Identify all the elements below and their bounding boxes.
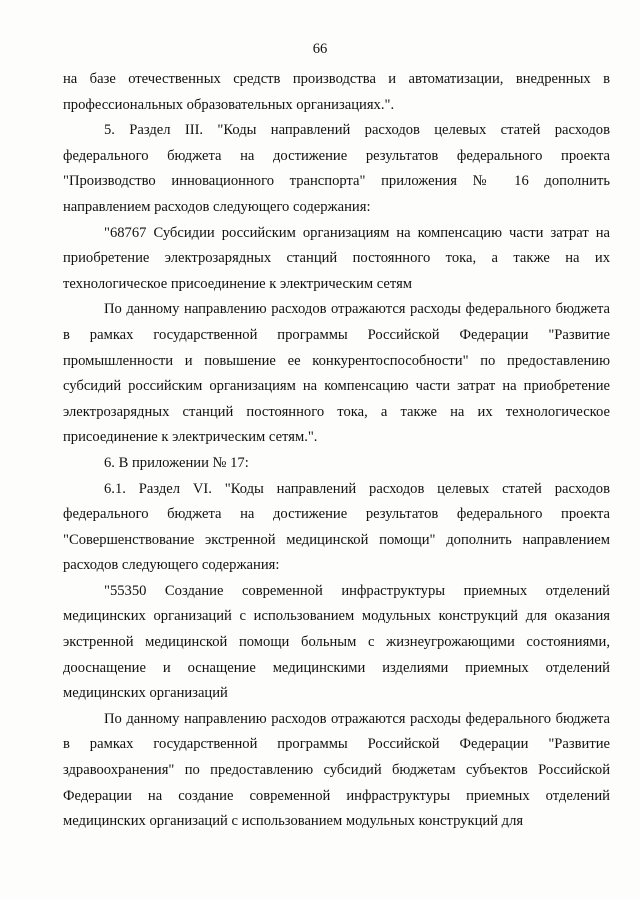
paragraph-6: 6.1. Раздел VI. "Коды направлений расходов целевых статей расходов федерального бюджета на достижение результатов федерального проекта "Совершенствование экстренной медицинской помощи" дополнить направлением расходов следующего содержания: xyxy=(63,480,610,574)
paragraph-2: 5. Раздел III. "Коды направлений расходов целевых статей расходов федерального бюджета на достижение результатов федерального проекта "Производство инновационного транспорта" приложения № 16 дополнить направлением расходов следующего содержания: xyxy=(63,122,610,215)
paragraph-5: 6. В приложении № 17: xyxy=(104,454,249,471)
paragraph-7: "55350 Создание современной инфраструктуры приемных отделений медицинских организаций с использованием модульных конструкций для оказания экстренной медицинской помощи больным с жизнеугрожающими состояниями, дооснащение и оснащение медицинскими изделиями приемных отделений медицинских организаций xyxy=(63,582,610,702)
page-number: 66 xyxy=(312,41,328,57)
paragraph-3: "68767 Субсидии российским организациям на компенсацию части затрат на приобретение электрозарядных станций постоянного тока, а также на их технологическое присоединение к электрическим сетям xyxy=(63,224,610,292)
paragraph-1: на базе отечественных средств производства и автоматизации, внедренных в профессиональных образовательных организациях.". xyxy=(63,71,610,113)
paragraph-4: По данному направлению расходов отражаются расходы федерального бюджета в рамках государственной программы Российской Федерации "Развитие промышленности и повышение ее конкурентоспособности" по предоставлению субсидий российским организациям на компенсацию части затрат на приобретение электрозарядных станций постоянного тока, а также на их технологическое присоединение к электрическим сетям.". xyxy=(63,301,610,446)
paragraph-8: По данному направлению расходов отражаются расходы федерального бюджета в рамках государственной программы Российской Федерации "Развитие здравоохранения" по предоставлению субсидий бюджетам субъектов Российской Федерации на создание современной инфраструктуры приемных отделений медицинских организаций с использованием модульных конструкций для xyxy=(63,710,610,830)
document-body xyxy=(63,67,610,835)
